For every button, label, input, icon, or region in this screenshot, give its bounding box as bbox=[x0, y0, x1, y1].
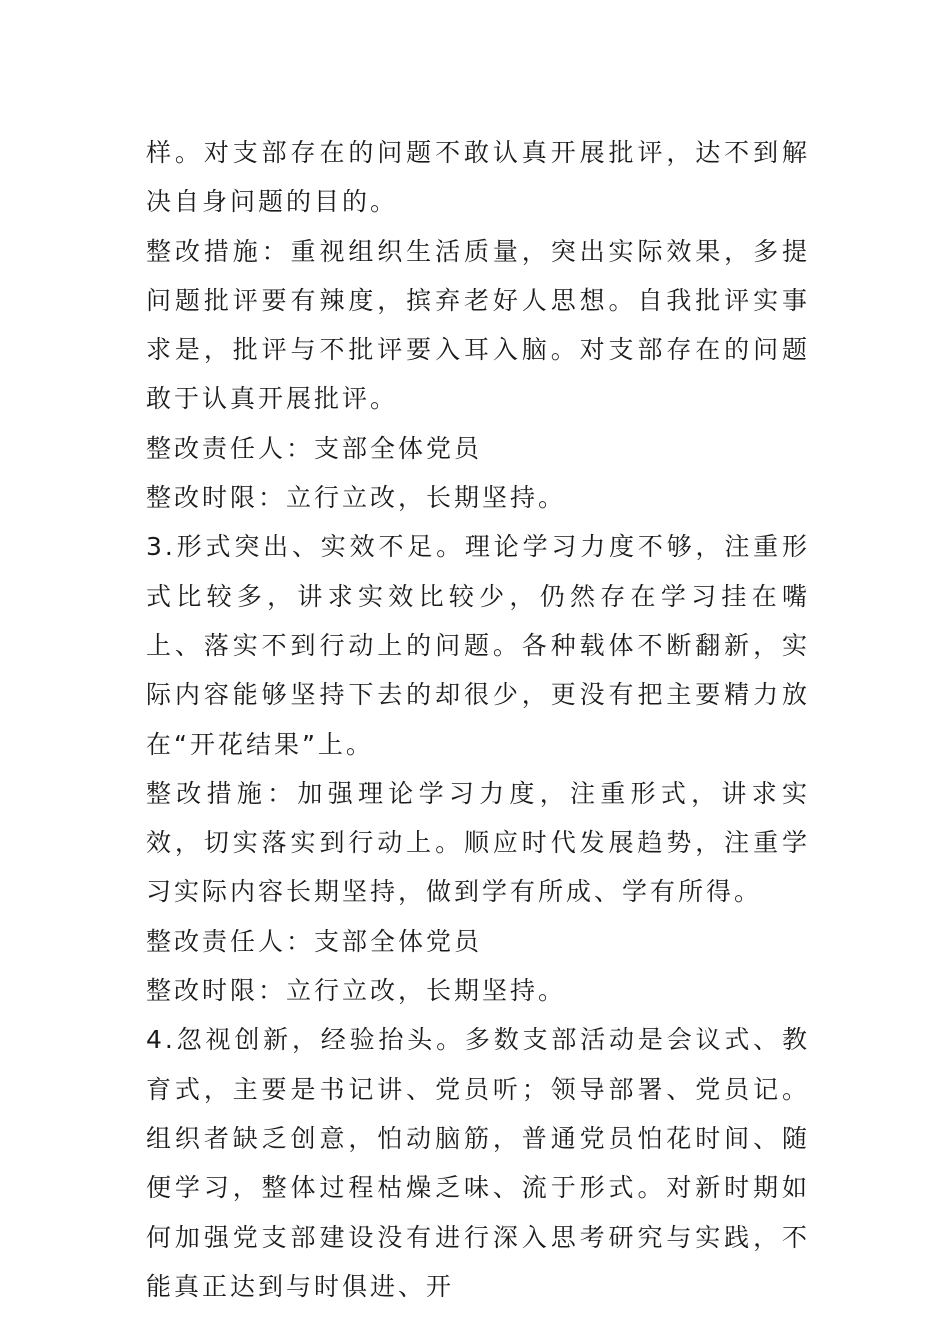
paragraph-deadline-2: 整改时限：立行立改，长期坚持。 bbox=[146, 483, 567, 513]
paragraph-continuation: 样。对支部存在的问题不敢认真开展批评，达不到解决自身问题的目的。 bbox=[146, 138, 810, 217]
paragraph-deadline-3: 整改时限：立行立改，长期坚持。 bbox=[146, 976, 567, 1006]
paragraph-responsible-3: 整改责任人：支部全体党员 bbox=[146, 926, 483, 956]
paragraph-issue-4: 4.忽视创新，经验抬头。多数支部活动是会议式、教育式，主要是书记讲、党员听；领导部署、党员记。组织者缺乏创意，怕动脑筋，普通党员怕花时间、随便学习，整体过程枯燥乏味、流于形式。对新时期如何加强党支部建设没有进行深入思考研究与实践，不能真正达到与时俱进、开 bbox=[146, 1025, 810, 1301]
document-body bbox=[146, 128, 810, 1311]
paragraph-measures-2: 整改措施：重视组织生活质量，突出实际效果，多提问题批评要有辣度，摈弃老好人思想。自我批评实事求是，批评与不批评要入耳入脑。对支部存在的问题敢于认真开展批评。 bbox=[146, 236, 810, 414]
paragraph-issue-3: 3.形式突出、实效不足。理论学习力度不够，注重形式比较多，讲求实效比较少，仍然存在学习挂在嘴上、落实不到行动上的问题。各种载体不断翻新，实际内容能够坚持下去的却很少，更没有把主要精力放在“开花结果”上。 bbox=[146, 532, 810, 759]
paragraph-measures-3: 整改措施：加强理论学习力度，注重形式，讲求实效，切实落实到行动上。顺应时代发展趋势，注重学习实际内容长期坚持，做到学有所成、学有所得。 bbox=[146, 778, 810, 907]
paragraph-responsible-2: 整改责任人：支部全体党员 bbox=[146, 433, 483, 463]
